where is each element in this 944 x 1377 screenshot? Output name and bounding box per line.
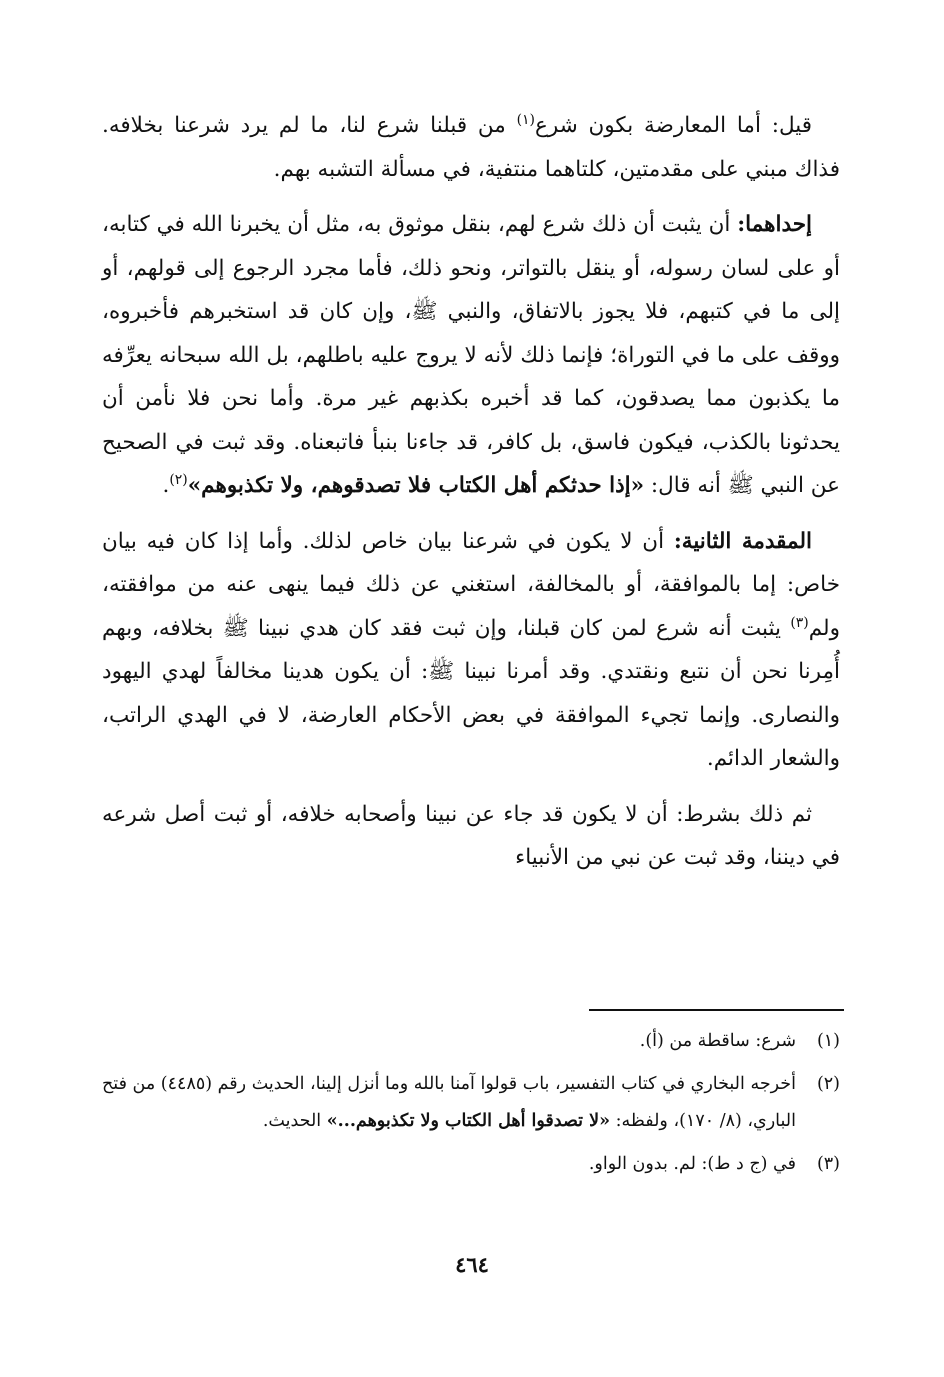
paragraph-2-lead: إحداهما: <box>737 212 812 237</box>
footnote-text <box>102 1023 796 1060</box>
footnote-number: (١) <box>816 1031 840 1051</box>
footnote-separator <box>589 1009 844 1011</box>
paragraph-4-text: ثم ذلك بشرط: أن لا يكون قد جاء عن نبينا وأصحابه خلافه، أو ثبت أصل شرعه في ديننا، وقد ثبت عن نبي من الأنبياء <box>102 801 840 870</box>
footnotes <box>102 1023 840 1189</box>
footnote-2 <box>102 1066 840 1140</box>
footnote-ref-3: (٣) <box>790 614 809 631</box>
paragraph-3 <box>102 520 840 781</box>
page-number: ٤٦٤ <box>455 1252 489 1277</box>
footnote-1 <box>102 1023 840 1060</box>
footnote-2-quote: «لا تصدقوا أهل الكتاب ولا تكذبوهم...» <box>326 1111 611 1131</box>
paragraph-3-text-a: أن لا يكون في شرعنا بيان خاص لذلك. وأما إذا كان فيه بيان خاص: إما بالموافقة، أو بالمخالفة، استغني عن ذلك فيما ينهى عنه من موافقته، ولم <box>102 528 840 641</box>
main-text <box>102 104 840 892</box>
footnote-ref-2: (٢) <box>169 471 188 488</box>
footnote-1-text: شرع: ساقطة من (أ). <box>639 1031 796 1051</box>
paragraph-3-text-b: يثبت أنه شرع لمن كان قبلنا، وإن ثبت فقد كان هدي نبينا ﷺ بخلافه، وبهم أُمِرنا نحن أن نتبع ونقتدي. وقد أمرنا نبينا ﷺ: أن يكون هدينا مخالفاً لهدي اليهود والنصارى. وإنما تجيء الموافقة في بعض الأحكام العارضة، لا في الهدي الراتب، والشعار الدائم. <box>102 615 840 771</box>
paragraph-2-text: أن يثبت أن ذلك شرع لهم، بنقل موثوق به، مثل أن يخبرنا الله في كتابه، أو على لسان رسوله، أو ينقل بالتواتر، ونحو ذلك، فأما مجرد الرجوع إلى قولهم، أو إلى ما في كتبهم، فلا يجوز بالاتفاق، والنبي ﷺ، وإن كان قد استخبرهم فأخبروه، ووقف على ما في التوراة؛ فإنما ذلك لأنه لا يروج عليه باطلهم، بل الله سبحانه يعرِّفه ما يكذبون مما يصدقون، كما قد أخبره بكذبهم غير مرة. وأما نحن فلا نأمن أن يحدثونا بالكذب، فيكون فاسق، بل كافر، قد جاءنا بنبأ فاتبعناه. وقد ثبت في الصحيح عن النبي ﷺ أنه قال: <box>102 212 840 498</box>
footnote-2-end: الحديث. <box>262 1111 327 1131</box>
paragraph-1-text-b: من قبلنا شرع لنا، ما لم يرد شرعنا بخلافه. فذاك مبني على مقدمتين، كلتاهما منتفية، في مسألة التشبه بهم. <box>102 113 840 182</box>
footnote-3 <box>102 1146 840 1183</box>
footnote-ref-1: (١) <box>516 111 535 128</box>
hadith-quote: «إذا حدثكم أهل الكتاب فلا تصدقوهم، ولا تكذبوهم» <box>187 473 645 498</box>
footnote-3-text: في (ج د ط): لم. بدون الواو. <box>588 1154 796 1174</box>
paragraph-1-text-a: قيل: أما المعارضة بكون شرع <box>535 113 812 138</box>
footnote-number: (٢) <box>816 1074 840 1094</box>
footnote-number: (٣) <box>816 1154 840 1174</box>
paragraph-2 <box>102 203 840 508</box>
paragraph-4 <box>102 793 840 880</box>
paragraph-2-end: . <box>162 473 170 498</box>
paragraph-1 <box>102 104 840 191</box>
footnote-text <box>102 1146 796 1183</box>
paragraph-3-lead: المقدمة الثانية: <box>673 528 812 554</box>
footnote-text <box>102 1066 796 1140</box>
footnote-2-text: أخرجه البخاري في كتاب التفسير، باب قولوا آمنا بالله وما أنزل إلينا، الحديث رقم (٤٤٨٥) من فتح الباري، (٨/ ١٧٠)، ولفظه: <box>102 1074 796 1131</box>
